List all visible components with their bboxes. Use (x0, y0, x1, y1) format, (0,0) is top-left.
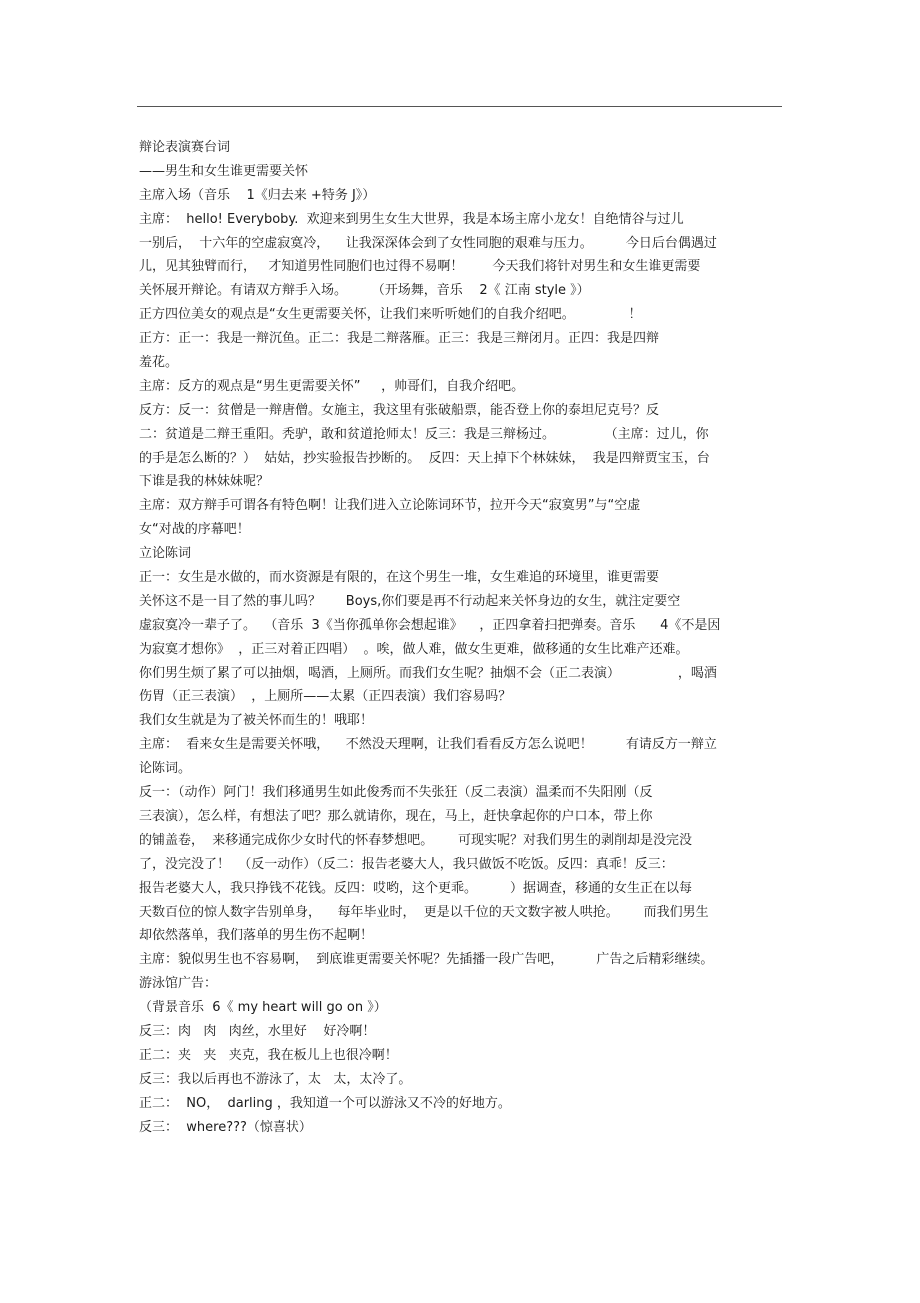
text-line: 反三： where???（惊喜状） (139, 1119, 312, 1135)
text-line: 主席： hello! Everyboby. 欢迎来到男生女生大世界，我是本场主席小龙女！自绝情谷与过儿 (139, 211, 684, 227)
text-line: 为寂寞才想你》 ，正三对着正四唱） 。唉，做人难，做女生更难，做移通的女生比难产还难。 (139, 641, 689, 657)
document-subtitle: ——男生和女生谁更需要关怀 (139, 163, 309, 179)
text-line: 反方：反一：贫僧是一辩唐僧。女施主，我这里有张破船票，能否登上你的泰坦尼克号？反 (139, 402, 660, 418)
text-line: 羞花。 (139, 355, 179, 371)
text-line: 二：贫道是二辩王重阳。秃驴，敢和贫道抢师太！反三：我是三辩杨过。 （主席：过儿，你 (139, 426, 709, 442)
text-line: 主席：双方辩手可谓各有特色啊！让我们进入立论陈词环节，拉开今天“寂寞男”与“空虚 (139, 498, 641, 514)
text-line: 正二：夹 夹 夹克，我在板儿上也很冷啊！ (139, 1047, 398, 1063)
text-line: 一别后， 十六年的空虚寂寞冷， 让我深深体会到了女性同胞的艰难与压力。 今日后台偶遇过 (139, 235, 717, 251)
text-line: 的铺盖卷， 来移通完成你少女时代的怀春梦想吧。 可现实呢？对我们男生的剥削却是没完没 (139, 832, 693, 848)
text-line: 关怀展开辩论。有请双方辩手入场。 （开场舞，音乐 2《 江南 style 》） (139, 283, 590, 299)
text-line: 女“对战的序幕吧！ (139, 522, 250, 538)
text-line: 正二： NO， darling ，我知道一个可以游泳又不冷的好地方。 (139, 1095, 511, 1111)
text-line: 主席：反方的观点是“男生更需要关怀” ，帅哥们，自我介绍吧。 (139, 378, 525, 394)
text-line: 立论陈词 (139, 546, 192, 562)
text-line: 正方四位美女的观点是“女生更需要关怀，让我们来听听她们的自我介绍吧。 ！ (139, 307, 642, 323)
text-line: 反三：我以后再也不游泳了，太 太，太冷了。 (139, 1071, 412, 1087)
text-line: 主席入场（音乐 1《归去来 +特务 J》） (139, 187, 376, 203)
text-line: 报告老婆大人，我只挣钱不花钱。反四：哎哟，这个更乖。 ）据调查，移通的女生正在以每 (139, 880, 693, 896)
text-line: 虚寂寞冷一辈子了。 （音乐 3《当你孤单你会想起谁》 ，正四拿着扫把弹奏。音乐 4《不是因 (139, 617, 721, 633)
header-divider (137, 106, 782, 107)
text-line: 关怀这不是一目了然的事儿吗？ Boys,你们要是再不行动起来关怀身边的女生，就注定要空 (139, 593, 681, 609)
text-line: 主席：貌似男生也不容易啊， 到底谁更需要关怀呢？先插播一段广告吧， 广告之后精彩继续。 (139, 952, 714, 968)
text-line: 天数百位的惊人数字告别单身， 每年毕业时， 更是以千位的天文数字被人哄抢。 而我们男生 (139, 904, 709, 920)
text-line: 我们女生就是为了被关怀而生的！哦耶！ (139, 713, 374, 729)
document-body (139, 136, 784, 1139)
text-line: 伤胃（正三表演） ，上厕所——太累（正四表演）我们容易吗？ (139, 689, 512, 705)
text-line: 却依然落单，我们落单的男生伤不起啊！ (139, 928, 374, 944)
text-line: 反一：（动作）阿门！我们移通男生如此俊秀而不失张狂（反二表演）温柔而不失阳刚（反 (139, 785, 653, 801)
text-line: 三表演），怎么样，有想法了吧？那么就请你，现在，马上，赶快拿起你的户口本，带上你 (139, 808, 653, 824)
document-title: 辩论表演赛台词 (139, 140, 231, 155)
text-line: 下谁是我的林妹妹呢？ (139, 474, 270, 490)
text-line: 儿，见其独臂而行， 才知道男性同胞们也过得不易啊！ 今天我们将针对男生和女生谁更需要 (139, 259, 701, 275)
text-line: 正方：正一：我是一辩沉鱼。正二：我是二辩落雁。正三：我是三辩闭月。正四：我是四辩 (139, 331, 660, 347)
text-line: 论陈词。 (139, 761, 192, 777)
text-line: 反三：肉 肉 肉丝，水里好 好冷啊！ (139, 1023, 376, 1039)
text-line: 了，没完没了！ （反一动作）（反二：报告老婆大人，我只做饭不吃饭。反四：真乖！反三： (139, 856, 674, 872)
text-line: 主席： 看来女生是需要关怀哦， 不然没天理啊，让我们看看反方怎么说吧！ 有请反方一辩立 (139, 737, 717, 753)
text-line: （背景音乐 6《 my heart will go on 》） (139, 1000, 387, 1016)
text-line: 游泳馆广告： (139, 976, 218, 992)
text-line: 正一：女生是水做的，而水资源是有限的，在这个男生一堆，女生难追的环境里，谁更需要 (139, 570, 660, 586)
text-line: 你们男生烦了累了可以抽烟，喝酒，上厕所。而我们女生呢？抽烟不会（正二表演） ，喝酒 (139, 665, 717, 681)
text-line: 的手是怎么断的？） 姑姑，抄实验报告抄断的。 反四：天上掉下个林妹妹， 我是四辩贾宝玉，台 (139, 450, 710, 466)
